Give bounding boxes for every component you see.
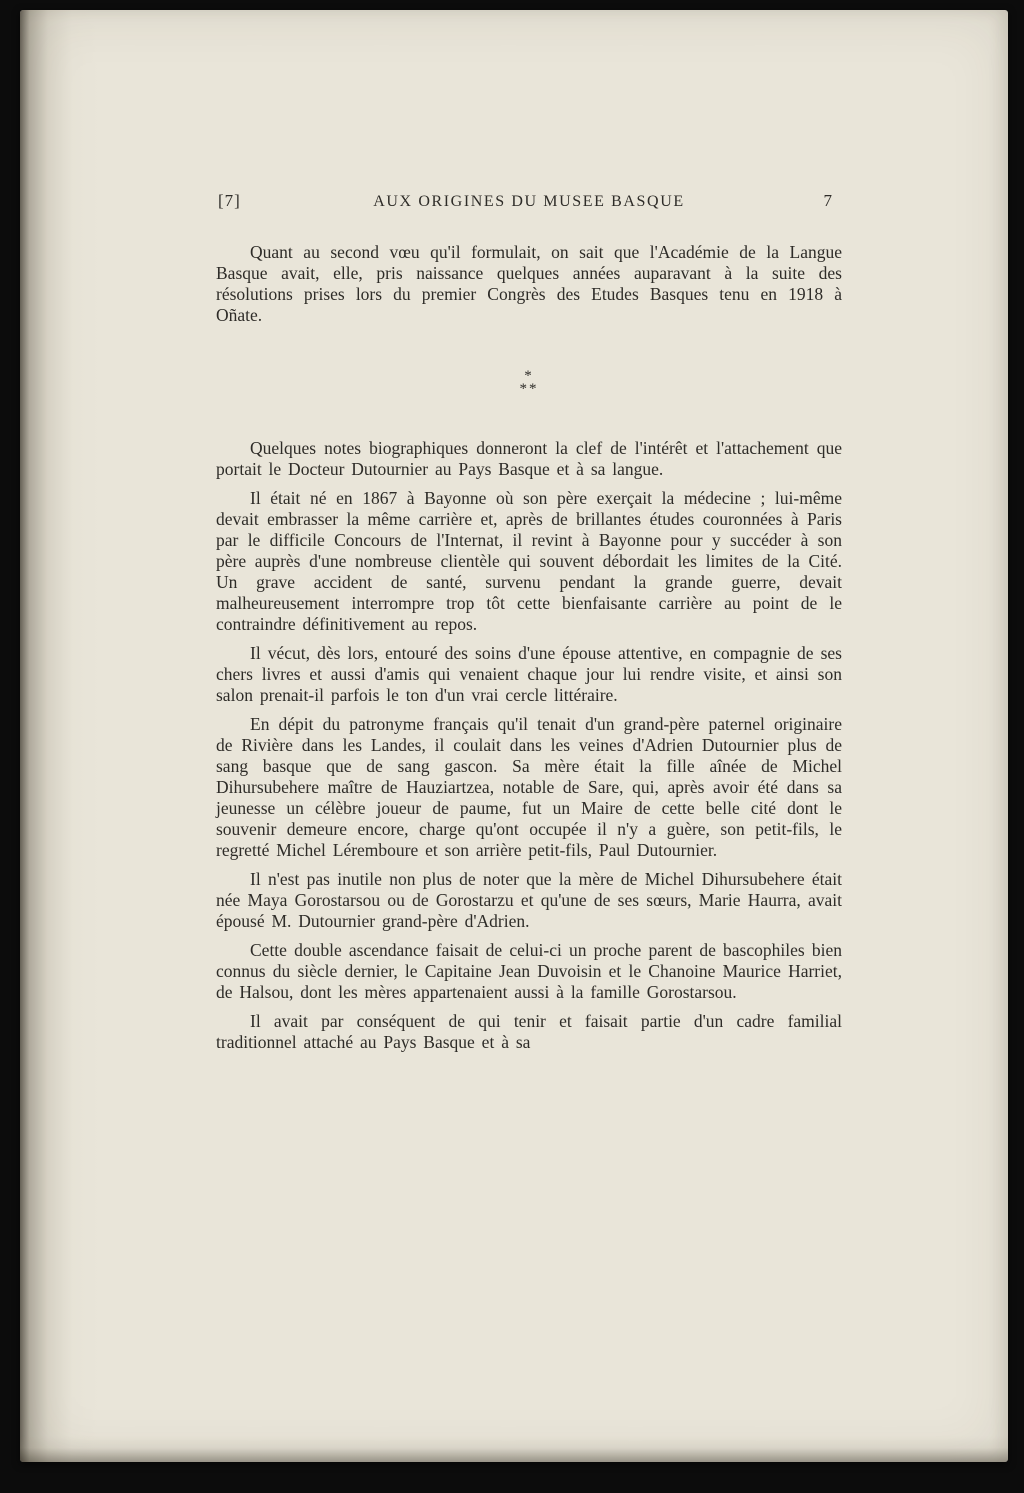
paragraph: Il avait par conséquent de qui tenir et faisait partie d'un cadre familial traditionnel attaché au Pays Basque et à sa (216, 1011, 842, 1052)
paragraph: En dépit du patronyme français qu'il tenait d'un grand-père paternel originaire de Rivière dans les Landes, il coulait dans les veines d'Adrien Dutournier plus de sang basque que de sang gascon. Sa mère était la fille aînée de Michel Dihursubehere maître de Hauziartzea, notable de Sare, qui, après avoir été dans sa jeunesse un célèbre joueur de paume, fut un Maire de cette belle cité dont le souvenir demeure encore, charge qu'ont occupée il n'y a guère, son petit-fils, le regretté Michel Léremboure et son arrière petit-fils, Paul Dutournier. (216, 714, 842, 860)
separator-star-top: * (524, 368, 534, 384)
page-content (216, 190, 842, 1053)
paragraph: Il n'est pas inutile non plus de noter que la mère de Michel Dihursubehere était née Maya Gorostarsou ou de Gorostarzu et qu'une de ses sœurs, Marie Haurra, avait épousé M. Dutournier grand-père d'Adrien. (216, 869, 842, 931)
body-text (216, 242, 842, 1053)
separator-star-bottom: ** (519, 381, 539, 397)
header-page-number: 7 (823, 191, 832, 210)
paragraph: Quant au second vœu qu'il formulait, on sait que l'Académie de la Langue Basque avait, elle, pris naissance quelques années auparavant à la suite des résolutions prises lors du premier Congrès des Etudes Basques tenu en 1918 à Oñate. (216, 242, 842, 325)
header-bracket-number: [7] (218, 191, 241, 210)
paragraph: Il vécut, dès lors, entouré des soins d'une épouse attentive, en compagnie de ses chers livres et aussi d'amis qui venaient chaque jour lui rendre visite, et ainsi son salon prenait-il parfois le ton d'un vrai cercle littéraire. (216, 643, 842, 705)
header-running-title: AUX ORIGINES DU MUSEE BASQUE (373, 193, 685, 210)
book-page (20, 10, 1008, 1462)
paragraph: Quelques notes biographiques donneront la clef de l'intérêt et l'attachement que portait le Docteur Dutournier au Pays Basque et à sa langue. (216, 438, 842, 479)
page-header (216, 190, 842, 214)
page-bottom-shadow (20, 1436, 1008, 1462)
book-spine-shadow (20, 10, 100, 1462)
paragraph: Cette double ascendance faisait de celui-ci un proche parent de bascophiles bien connus du siècle dernier, le Capitaine Jean Duvoisin et le Chanoine Maurice Harriet, de Halsou, dont les mères appartenaient aussi à la famille Gorostarsou. (216, 940, 842, 1002)
paragraph: Il était né en 1867 à Bayonne où son père exerçait la médecine ; lui-même devait embrasser la même carrière et, après de brillantes études couronnées à Paris par le difficile Concours de l'Internat, il revint à Bayonne pour y succéder à son père auprès d'une nombreuse clientèle qui souvent débordait les limites de la Cité. Un grave accident de santé, survenu pendant la grande guerre, devait malheureusement interrompre trop tôt cette bienfaisante carrière au point de le contraindre définitivement au repos. (216, 488, 842, 634)
section-separator (216, 370, 842, 396)
